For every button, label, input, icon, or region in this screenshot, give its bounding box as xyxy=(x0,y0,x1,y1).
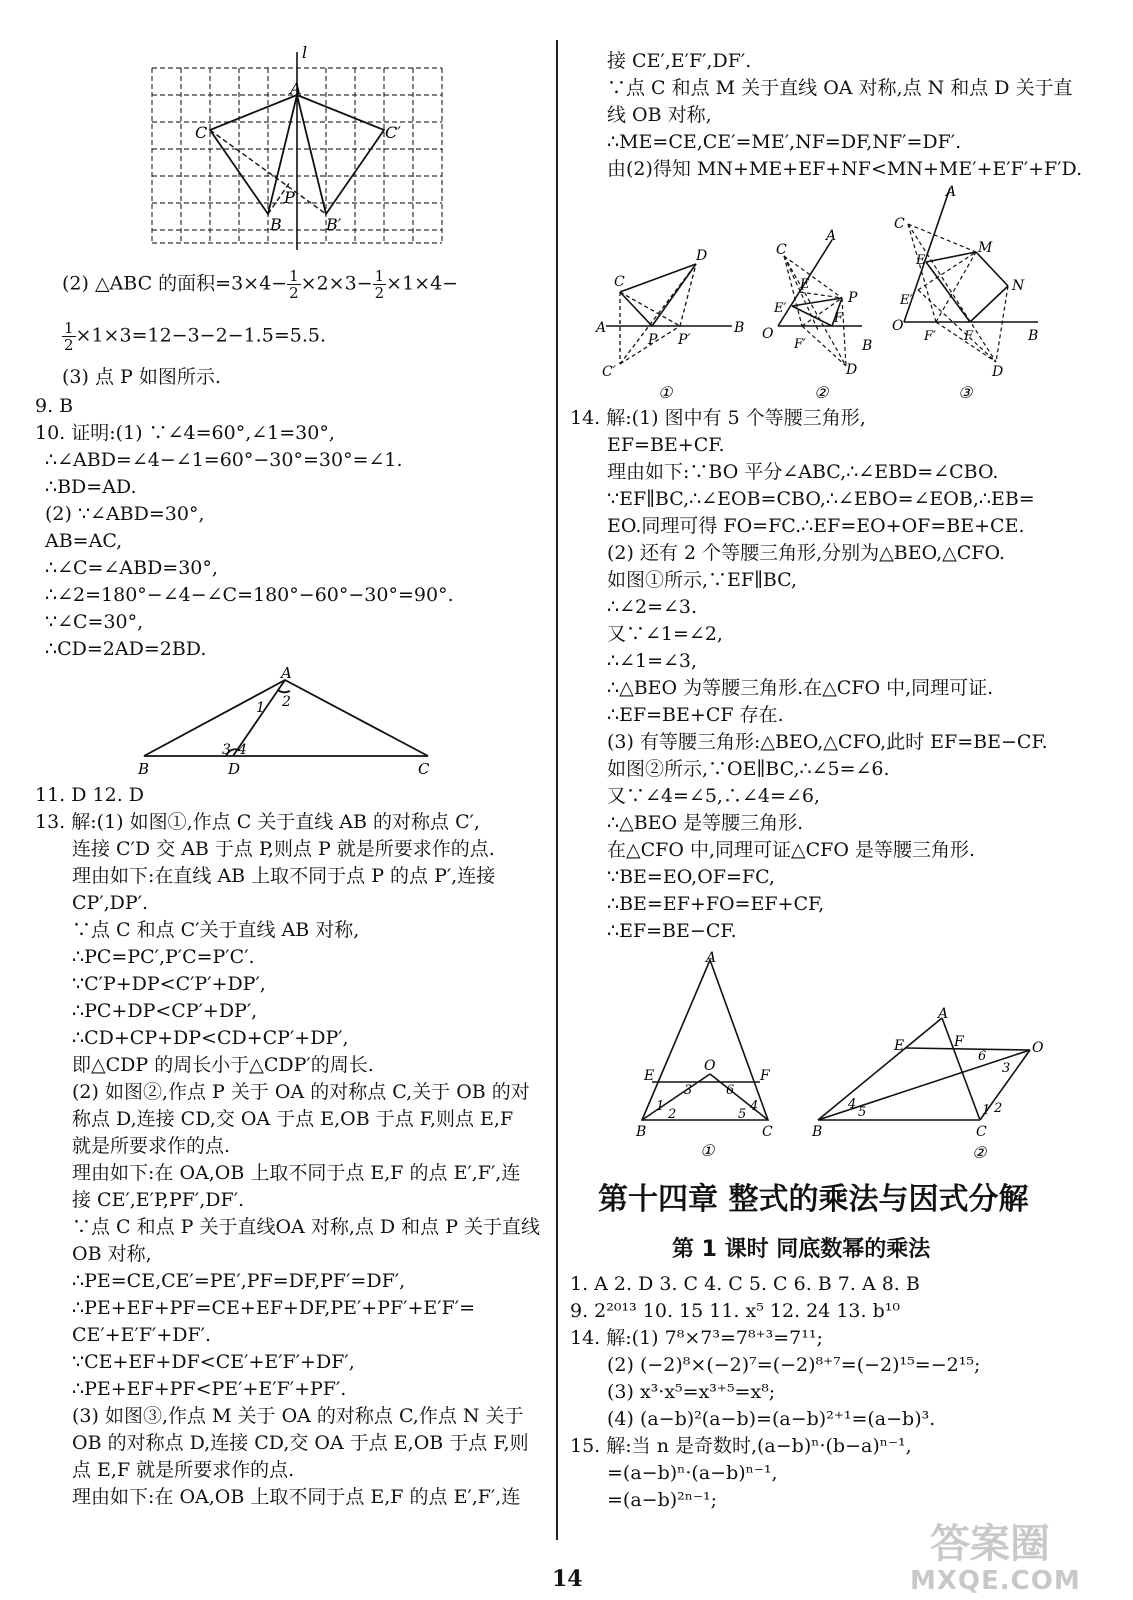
label: D xyxy=(228,760,241,778)
label: A xyxy=(281,664,292,682)
label: E xyxy=(644,1068,655,1084)
page-number: 14 xyxy=(552,1566,583,1592)
label: B xyxy=(138,760,150,778)
text-line: ∵点 C 和点 M 关于直线 OA 对称,点 N 和点 D 关于直 xyxy=(607,77,1073,99)
text-line: EO.同理可得 FO=FC.∴EF=EO+OF=BE+CE. xyxy=(607,515,1025,537)
label: B′ xyxy=(326,215,342,234)
area-line2: ×1×3=12−3−2−1.5=5.5. xyxy=(75,324,326,347)
text-line: 线 OB 对称, xyxy=(607,104,712,126)
label: P xyxy=(648,332,658,348)
label: 3 xyxy=(684,1083,693,1098)
label: F xyxy=(954,1034,964,1050)
label: C xyxy=(195,123,208,142)
watermark-url: MXQE.COM xyxy=(910,1566,1081,1596)
label: P′ xyxy=(678,332,691,348)
text-line: 理由如下:在 OA,OB 上取不同于点 E,F 的点 E′,F′,连 xyxy=(72,1486,521,1508)
text-line: ∴ME=CE,CE′=ME′,NF=DF,NF′=DF′. xyxy=(607,131,962,153)
label: E′ xyxy=(900,293,913,308)
text-line: 接 CE′,E′F′,DF′. xyxy=(607,50,752,72)
label: 5 xyxy=(738,1107,747,1122)
label: B xyxy=(636,1124,647,1140)
text-line: 又∵∠4=∠5,∴∠4=∠6, xyxy=(607,785,820,807)
text-line: ∴∠2=180°−∠4−∠C=180°−60°−30°=90°. xyxy=(45,584,454,606)
text-line: ∵点 C 和点 P 关于直线OA 对称,点 D 和点 P 关于直线 xyxy=(72,1216,541,1238)
text-line: EF=BE+CF. xyxy=(607,434,725,456)
text-line: ∵点 C 和点 C′关于直线 AB 对称, xyxy=(72,919,360,941)
label: 1 xyxy=(982,1103,991,1118)
grid-figure xyxy=(140,44,460,250)
label: 1 xyxy=(256,700,265,716)
label: C xyxy=(762,1124,773,1140)
label: 2 xyxy=(994,1101,1003,1116)
text-line: 1. A 2. D 3. C 4. C 5. C 6. B 7. A 8. B xyxy=(570,1273,920,1295)
label: O xyxy=(892,318,904,334)
label: F xyxy=(964,329,974,344)
text-line: (2) 如图②,作点 P 关于 OA 的对称点 C,关于 OB 的对 xyxy=(72,1081,530,1103)
area-formula-line2 xyxy=(62,320,326,353)
text-line: ∵C′P+DP<C′P′+DP′, xyxy=(72,973,266,995)
text-line: 9. B xyxy=(35,395,74,417)
label: C xyxy=(976,1124,987,1140)
text-line: ∴∠1=∠3, xyxy=(607,650,698,672)
label: B xyxy=(1028,328,1039,344)
text-line: (2) (−2)⁸×(−2)⁷=(−2)⁸⁺⁷=(−2)¹⁵=−2¹⁵; xyxy=(607,1354,981,1376)
text-line: ∴EF=BE+CF 存在. xyxy=(607,704,784,726)
area-prefix: (2) △ABC 的面积=3×4− xyxy=(62,272,288,295)
label: 1 xyxy=(656,1099,665,1114)
text-line: (2) ∵∠ABD=30°, xyxy=(45,503,205,525)
text-line: 14. 解:(1) 7⁸×7³=7⁸⁺³=7¹¹; xyxy=(570,1327,823,1349)
label: C xyxy=(418,760,430,778)
text-line: 由(2)得知 MN+ME+EF+NF<MN+ME′+E′F′+F′D. xyxy=(607,158,1083,180)
label: B xyxy=(270,215,282,234)
label: O xyxy=(1032,1040,1044,1056)
label: O xyxy=(762,326,774,342)
label: A xyxy=(938,1006,949,1022)
caption: ① xyxy=(658,383,673,402)
label: 3 xyxy=(222,742,231,758)
label: F′ xyxy=(924,329,936,344)
text-line: ∴PE=CE,CE′=PE′,PF=DF,PF′=DF′, xyxy=(72,1270,406,1292)
label: 6 xyxy=(726,1083,735,1098)
text-line: =(a−b)²ⁿ⁻¹; xyxy=(607,1489,718,1511)
text-line: 即△CDP 的周长小于△CDP′的周长. xyxy=(72,1054,374,1076)
fraction: $\frac{1}{2}$ xyxy=(64,319,74,354)
watermark-logo: 答案圈 xyxy=(930,1521,1050,1567)
text-line: ∴BE=EF+FO=EF+CF, xyxy=(607,893,825,915)
caption: ① xyxy=(700,1141,715,1160)
label: 5 xyxy=(858,1105,867,1120)
text-line: 理由如下:在 OA,OB 上取不同于点 E,F 的点 E′,F′,连 xyxy=(72,1162,521,1184)
label: P xyxy=(848,290,858,306)
area-mid2: ×1×4− xyxy=(386,272,459,295)
triangle-figure xyxy=(130,664,440,780)
text-line: ∴PC+DP<CP′+DP′, xyxy=(72,1000,258,1022)
label: F′ xyxy=(794,337,806,352)
text-line: ∴PC=PC′,P′C=P′C′. xyxy=(72,946,255,968)
text-line: ∴∠C=∠ABD=30°, xyxy=(45,557,218,579)
fraction: $\frac{1}{2}$ xyxy=(374,267,385,302)
label: 3 xyxy=(1002,1061,1011,1076)
label: D xyxy=(992,364,1004,380)
text-line: ∵∠C=30°, xyxy=(45,611,144,633)
label: C xyxy=(894,216,905,232)
text-line: ∴PE+EF+PF=CE+EF+DF,PE′+PF′+E′F′= xyxy=(72,1297,476,1319)
area-mid1: ×2×3− xyxy=(300,272,373,295)
fraction: $\frac{1}{2}$ xyxy=(289,267,299,302)
label: M xyxy=(978,240,993,256)
text-line: OB 对称, xyxy=(72,1243,152,1265)
figure-14-1 xyxy=(632,950,782,1162)
label: E′ xyxy=(774,301,787,316)
text-line: ∴PE+EF+PF<PE′+E′F′+PF′. xyxy=(72,1378,347,1400)
label: O xyxy=(704,1058,716,1074)
text-line: ∴∠2=∠3. xyxy=(607,596,698,618)
chapter-title: 第十四章 整式的乘法与因式分解 xyxy=(598,1182,1029,1217)
figure-13-3 xyxy=(888,182,1048,402)
caption: ② xyxy=(814,383,829,402)
text-line: ∴CD+CP+DP<CD+CP′+DP′, xyxy=(72,1027,349,1049)
label: A xyxy=(706,950,717,966)
text-line: 又∵∠1=∠2, xyxy=(607,623,723,645)
figure-13-2 xyxy=(758,226,888,402)
label: C xyxy=(614,274,625,290)
area-formula-line1 xyxy=(62,268,458,301)
label: l xyxy=(302,44,308,62)
text-line: =(a−b)ⁿ·(a−b)ⁿ⁻¹, xyxy=(607,1462,778,1484)
text-line: 在△CFO 中,同理可证△CFO 是等腰三角形. xyxy=(607,839,975,861)
text-line: 理由如下:在直线 AB 上取不同于点 P 的点 P′,连接 xyxy=(72,865,496,887)
label: D xyxy=(846,362,858,378)
text-line: 9. 2²⁰¹³ 10. 15 11. x⁵ 12. 24 13. b¹⁰ xyxy=(570,1300,900,1322)
label: F xyxy=(834,311,844,326)
label: 2 xyxy=(668,1107,677,1122)
text-line: ∴CD=2AD=2BD. xyxy=(45,638,207,660)
label: 4 xyxy=(750,1099,759,1114)
label: A xyxy=(596,320,607,336)
text-line: 11. D 12. D xyxy=(35,784,145,806)
caption: ③ xyxy=(958,383,973,402)
label: 6 xyxy=(978,1049,987,1064)
text-line: 连接 C′D 交 AB 于点 P,则点 P 就是所要求作的点. xyxy=(72,838,495,860)
label: A xyxy=(826,228,837,244)
column-divider xyxy=(556,40,558,1540)
label: B xyxy=(734,320,745,336)
text-line: 如图①所示,∵EF∥BC, xyxy=(607,569,798,591)
text-line: 点 E,F 就是所要求作的点. xyxy=(72,1459,295,1481)
text-line: ∴EF=BE−CF. xyxy=(607,920,737,942)
text-line: 15. 解:当 n 是奇数时,(a−b)ⁿ·(b−a)ⁿ⁻¹, xyxy=(570,1435,912,1457)
label: 2 xyxy=(282,694,291,710)
figure-13-1 xyxy=(592,236,752,402)
text-line: 就是所要求作的点. xyxy=(72,1135,231,1157)
label: N xyxy=(1012,278,1025,294)
figure-14-2 xyxy=(808,1006,1064,1166)
label: F xyxy=(760,1068,770,1084)
text-line: (3) 如图③,作点 M 关于 OA 的对称点 C,作点 N 关于 xyxy=(72,1405,524,1427)
label: E xyxy=(916,253,926,268)
text-line: 称点 D,连接 CD,交 OA 于点 E,OB 于点 F,则点 E,F xyxy=(72,1108,514,1130)
text-line: 如图②所示,∵OE∥BC,∴∠5=∠6. xyxy=(607,758,890,780)
label: 4 xyxy=(238,742,247,758)
text-line: (3) x³·x⁵=x³⁺⁵=x⁸; xyxy=(607,1381,776,1403)
text-line: CP′,DP′. xyxy=(72,892,149,914)
text-line: (3) 点 P 如图所示. xyxy=(62,366,221,388)
label: A xyxy=(946,184,957,200)
label: C′ xyxy=(385,123,401,142)
text-line: OB 的对称点 D,连接 CD,交 OA 于点 E,OB 于点 F,则 xyxy=(72,1432,529,1454)
label: C′ xyxy=(602,364,616,380)
text-line: ∴BD=AD. xyxy=(45,476,137,498)
text-line: (3) 有等腰三角形:△BEO,△CFO,此时 EF=BE−CF. xyxy=(607,731,1048,753)
label: 4 xyxy=(848,1097,857,1112)
text-line: 13. 解:(1) 如图①,作点 C 关于直线 AB 的对称点 C′, xyxy=(35,811,480,833)
label: B xyxy=(862,338,873,354)
text-line: ∵BE=EO,OF=FC, xyxy=(607,866,775,888)
text-line: CE′+E′F′+DF′. xyxy=(72,1324,212,1346)
text-line: AB=AC, xyxy=(45,530,123,552)
label: B xyxy=(812,1124,823,1140)
text-line: ∴△BEO 是等腰三角形. xyxy=(607,812,804,834)
lesson-title: 第 1 课时 同底数幂的乘法 xyxy=(672,1237,931,1262)
text-line: (2) 还有 2 个等腰三角形,分别为△BEO,△CFO. xyxy=(607,542,1005,564)
label: E xyxy=(894,1038,905,1054)
label: C xyxy=(776,242,787,258)
text-line: 理由如下:∵BO 平分∠ABC,∴∠EBD=∠CBO. xyxy=(607,461,999,483)
label: P xyxy=(284,188,295,207)
text-line: ∵CE+EF+DF<CE′+E′F′+DF′, xyxy=(72,1351,355,1373)
text-line: ∴△BEO 为等腰三角形.在△CFO 中,同理可证. xyxy=(607,677,994,699)
label: E xyxy=(800,277,810,292)
text-line: 接 CE′,E′P,PF′,DF′. xyxy=(72,1189,245,1211)
text-line: 14. 解:(1) 图中有 5 个等腰三角形, xyxy=(570,407,866,429)
text-line: ∵EF∥BC,∴∠EOB=CBO,∴∠EBO=∠EOB,∴EB= xyxy=(607,488,1035,510)
caption: ② xyxy=(972,1143,987,1162)
text-line: 10. 证明:(1) ∵∠4=60°,∠1=30°, xyxy=(35,422,335,444)
label: A xyxy=(290,79,302,98)
text-line: ∴∠ABD=∠4−∠1=60°−30°=30°=∠1. xyxy=(45,449,403,471)
label: D xyxy=(696,248,708,264)
text-line: (4) (a−b)²(a−b)=(a−b)²⁺¹=(a−b)³. xyxy=(607,1408,936,1430)
